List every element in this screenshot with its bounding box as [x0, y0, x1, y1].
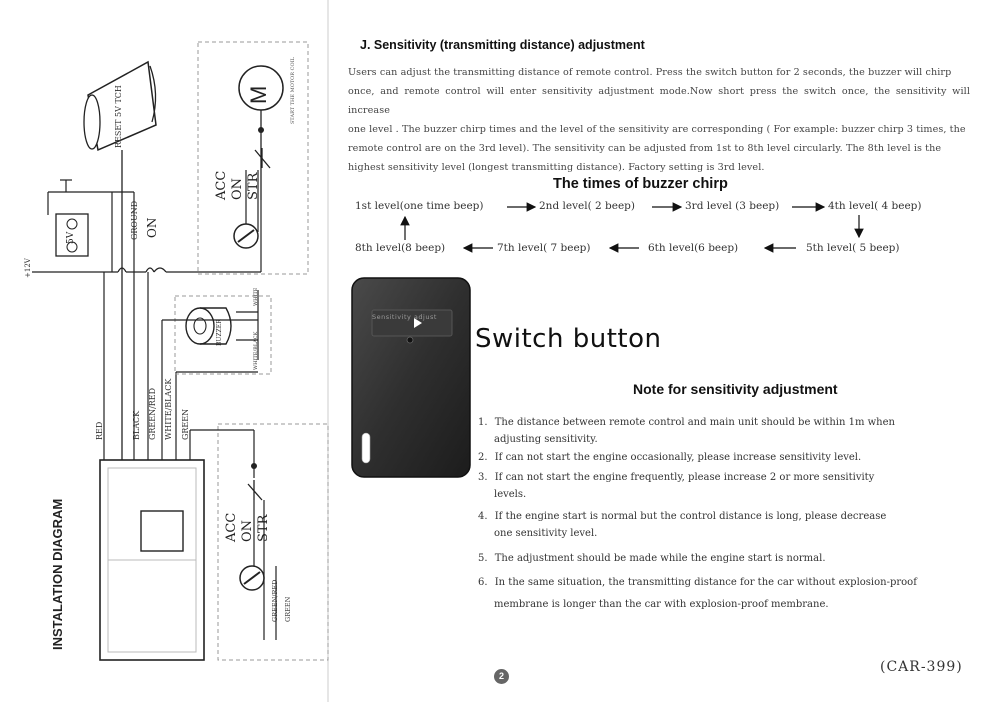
level-1: 1st level(one time beep) [355, 200, 484, 212]
note-text: In the same situation, the transmitting distance for the car without explosion-proof [494, 577, 917, 588]
ground-label: GROUND [130, 200, 139, 240]
section-body [348, 63, 970, 177]
note-text: adjusting sensitivity. [494, 434, 598, 445]
chirp-arrows [340, 190, 970, 260]
str-label-bottom: STR [256, 514, 271, 542]
buzzer-label: BUZZER [216, 319, 223, 346]
note-item [478, 414, 968, 448]
level-8: 8th level(8 beep) [355, 242, 446, 254]
note-text: If the engine start is normal but the control distance is long, please decrease [494, 511, 887, 522]
note-item [478, 550, 968, 567]
note-item [478, 508, 973, 542]
note-number: 4. [478, 511, 488, 522]
section-line: remote control are on the 3rd level). The sensitivity can be adjusted from 1st to 8th level circularly. The 8th level is the [348, 143, 942, 154]
installation-diagram [0, 0, 330, 702]
acc-label-bottom: ACC [224, 512, 239, 542]
motor-label: START THE MOTOR COIL [290, 57, 296, 124]
wire-label-green-red: GREEN/RED [148, 387, 157, 440]
note-text: The adjustment should be made while the engine start is normal. [494, 553, 826, 564]
remote-control-image [350, 276, 472, 479]
note-number: 3. [478, 472, 488, 483]
reset-label: RESET 5V TCH [114, 85, 123, 148]
bottom-wire-green: GREEN [284, 596, 292, 622]
level-3: 3rd level (3 beep) [685, 200, 780, 212]
remote-face-text: Sensitivity adjust [372, 313, 437, 321]
on-label-bottom: ON [240, 519, 255, 542]
note-number: 2. [478, 452, 488, 463]
level-7: 7th level( 7 beep) [497, 242, 591, 254]
note-text: If can not start the engine occasionally, please increase sensitivity level. [494, 452, 862, 463]
buzzer-top-wire: WHITE [253, 287, 259, 306]
wire-label-white-black: WHITE/BLACK [164, 378, 173, 440]
section-title: J. Sensitivity (transmitting distance) adjustment [360, 38, 645, 52]
str-label-top: STR [246, 172, 261, 200]
section-line: one level . The buzzer chirp times and the level of the sensitivity are corresponding ( For example: buzzer chirp 3 times, the [348, 124, 966, 135]
section-line: Users can adjust the transmitting distance of remote control. Press the switch button for 2 seconds, the buzzer will chirp [348, 67, 952, 78]
level-5: 5th level( 5 beep) [806, 242, 900, 254]
note-number: 5. [478, 553, 488, 564]
note-item [478, 572, 973, 616]
bottom-wire-green-red: GREEN/RED [271, 579, 279, 622]
note-number: 1. [478, 417, 488, 428]
note-item [478, 469, 973, 503]
section-line: once, and remote control will enter sensitivity adjustment mode.Now short press the switch once, the sensitivity will increase [348, 86, 970, 116]
note-text: membrane is longer than the car with explosion-proof membrane. [494, 599, 829, 610]
note-item [478, 449, 968, 466]
switch-button-label: Switch button [475, 324, 662, 354]
note-text: If can not start the engine frequently, please increase 2 or more sensitivity [494, 472, 875, 483]
wire-label-green: GREEN [181, 408, 190, 440]
motor-symbol: M [246, 85, 271, 104]
ground-on-label: ON [145, 217, 159, 238]
notes-title: Note for sensitivity adjustment [633, 381, 838, 397]
wire-label-red: RED [95, 421, 104, 440]
level-4: 4th level( 4 beep) [828, 200, 922, 212]
buzzer-bottom-wire: WHITE/BLACK [253, 331, 259, 370]
note-number: 6. [478, 577, 488, 588]
page-number-badge: 2 [494, 669, 509, 684]
level-2: 2nd level( 2 beep) [539, 200, 635, 212]
note-text: one sensitivity level. [494, 528, 598, 539]
chirp-title: The times of buzzer chirp [553, 176, 728, 192]
note-text: The distance between remote control and main unit should be within 1m when [494, 417, 895, 428]
wire-label-black: BLACK [132, 410, 141, 440]
acc-label-top: ACC [214, 170, 229, 200]
section-line: highest sensitivity level (longest transmitting distance). Factory setting is 3rd level. [348, 162, 765, 173]
level-6: 6th level(6 beep) [648, 242, 739, 254]
main-unit [100, 460, 204, 660]
model-label: (CAR-399) [880, 659, 963, 675]
diagram-title: INSTALATION DIAGRAM [50, 498, 65, 650]
note-text: levels. [494, 489, 527, 500]
plus12-label: +12V [24, 258, 32, 278]
led-label: 5V [66, 231, 76, 244]
on-label-top: ON [230, 177, 245, 200]
